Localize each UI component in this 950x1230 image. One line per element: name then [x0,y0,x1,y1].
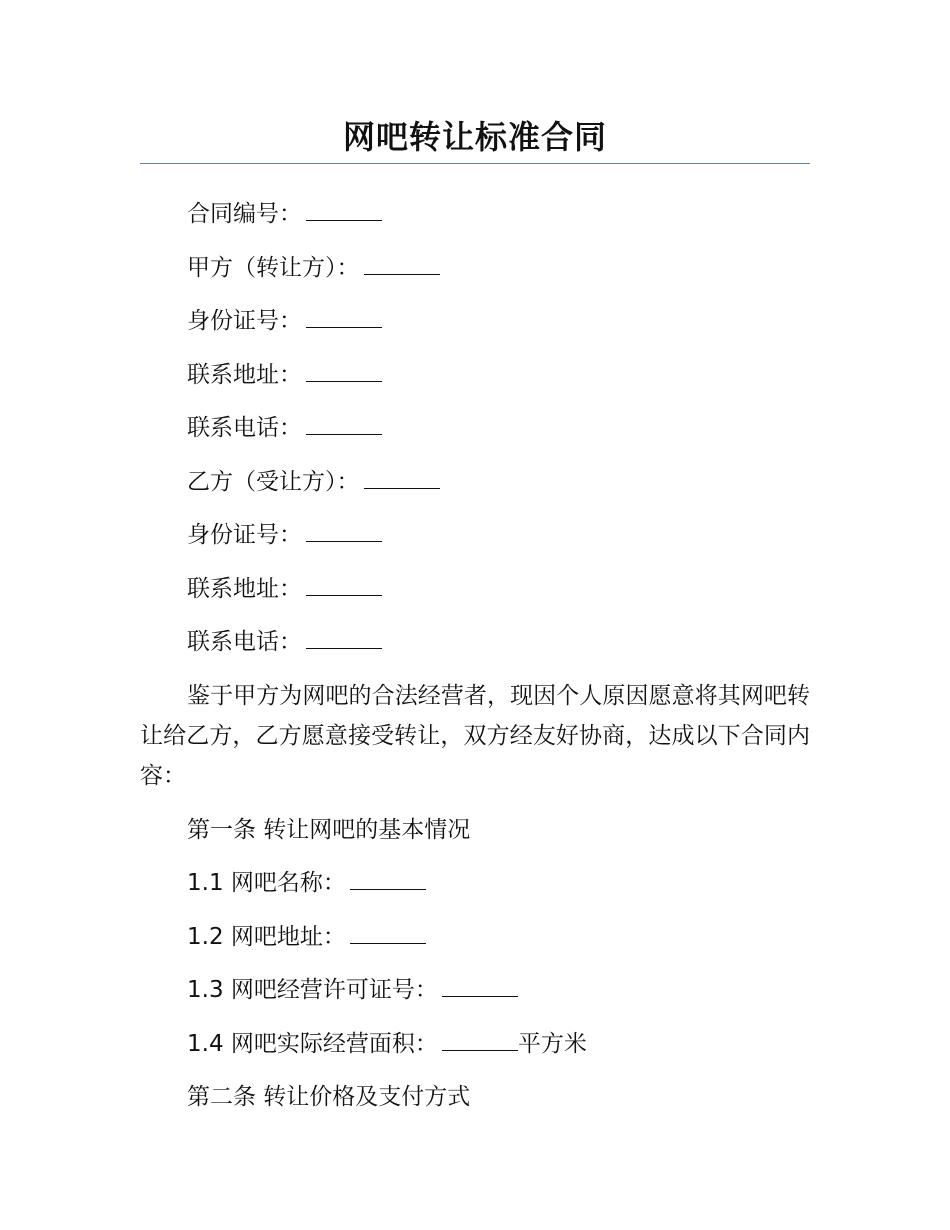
field-party-a [140,246,810,300]
fill-blank [442,976,518,997]
fill-blank [442,1030,518,1051]
field-label: 乙方（受让方）： [187,468,360,495]
article-1-item-3 [140,968,810,1022]
article-1-heading: 第一条 转让网吧的基本情况 [187,816,471,843]
fill-blank [306,414,382,435]
fill-blank [306,200,382,221]
article-1-item-1 [140,861,810,915]
fill-blank [364,254,440,275]
item-label: 1.1 网吧名称： [187,870,346,896]
field-label: 联系电话： [187,629,302,655]
fill-blank [364,468,440,489]
fill-blank [306,521,382,542]
field-party-b-address [140,567,810,621]
document-body [140,192,810,1129]
field-party-b-phone [140,620,810,674]
field-label: 身份证号： [187,522,302,548]
field-label: 身份证号： [187,308,302,334]
article-1-item-2 [140,915,810,969]
field-label: 联系地址： [187,575,302,602]
article-1-item-4 [140,1022,810,1076]
title-divider [140,163,810,164]
field-party-a-id [140,299,810,353]
document-title: 网吧转让标准合同 [342,118,607,156]
fill-blank [306,628,382,649]
article-2-heading: 第二条 转让价格及支付方式 [187,1084,471,1110]
fill-blank [350,869,426,890]
field-party-a-address [140,353,810,407]
field-label: 甲方（转让方）： [187,254,360,281]
field-party-b [140,460,810,514]
item-label: 1.4 网吧实际经营面积： [187,1030,438,1057]
field-contract-number [140,192,810,246]
preamble-paragraph: 鉴于甲方为网吧的合法经营者，现因个人原因愿意将其网吧转让给乙方，乙方愿意接受转让，双方经友好协商，达成以下合同内容： [140,682,810,789]
fill-blank [306,361,382,382]
field-label: 联系电话： [187,415,302,441]
field-party-b-id [140,513,810,567]
field-label: 合同编号： [187,201,302,227]
item-label: 1.3 网吧经营许可证号： [187,977,438,1003]
fill-blank [306,575,382,596]
field-label: 联系地址： [187,361,302,388]
fill-blank [350,923,426,944]
field-party-a-phone [140,406,810,460]
fill-blank [306,307,382,328]
item-suffix: 平方米 [517,1030,587,1057]
item-label: 1.2 网吧地址： [187,923,346,950]
